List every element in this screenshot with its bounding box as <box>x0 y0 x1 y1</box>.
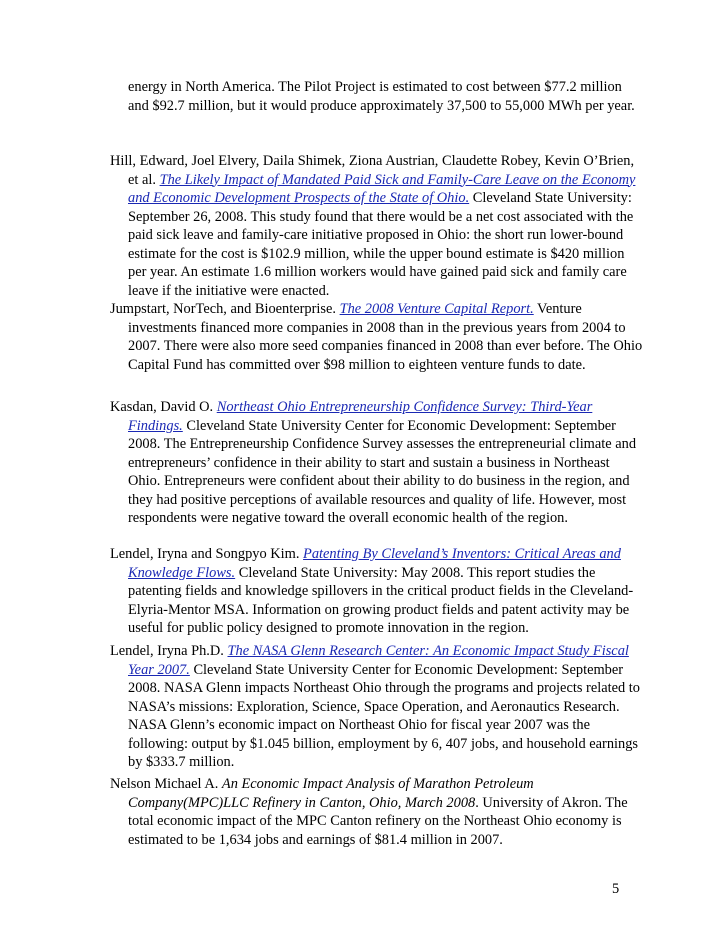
entry-title-link[interactable]: The 2008 Venture Capital Report. <box>339 301 534 317</box>
entry-authors: Lendel, Iryna and Songpyo Kim. <box>110 546 304 562</box>
bibliography-entry-nelson <box>110 775 643 849</box>
entry-annotation: Cleveland State University: May 2008. This report studies the patenting fields and knowledge spillovers in the critical product fields in the Cleveland-Elyria-Mentor MSA. Information on growing product fields and patent activity may be useful for public policy designed to promote innovation in the region. <box>128 564 634 636</box>
entry-annotation: Cleveland State University: September 26, 2008. This study found that there would be a net cost associated with the paid sick leave and family-care initiative proposed in Ohio: the short run lower-bound estimate for the cost is $102.9 million, while the upper bound estimate is $420 million per year. An estimate 1.6 million workers would have gained paid sick and family care leave if the initiative were enacted. <box>128 190 634 299</box>
bibliography-entry-continuation <box>110 78 643 115</box>
bibliography-entry-lendel-nasa <box>110 642 643 772</box>
entry-authors: Lendel, Iryna Ph.D. <box>110 643 228 659</box>
bibliography-entry-kasdan <box>110 398 643 528</box>
entry-authors: Jumpstart, NorTech, and Bioenterprise. <box>110 301 340 317</box>
entry-annotation: energy in North America. The Pilot Project is estimated to cost between $77.2 million and $92.7 million, but it would produce approximately 37,500 to 55,000 MWh per year. <box>128 79 635 114</box>
entry-authors: Kasdan, David O. <box>110 399 217 415</box>
entry-annotation: . University of Akron. The total economic impact of the MPC Canton refinery on the Northeast Ohio economy is estimated to be 1,634 jobs and earnings of $81.4 million in 2007. <box>128 794 628 848</box>
entry-annotation: Cleveland State University Center for Economic Development: September 2008. NASA Glenn impacts Northeast Ohio through the programs and projects related to NASA’s missions: Exploration, Science, Space Operation, and Aeronautics Research. NASA Glenn’s economic impact on Northeast Ohio for fiscal year 2007 was the following: output by $1.045 billion, employment by 6, 407 jobs, and household earnings by $333.7 million. <box>128 661 640 770</box>
entry-authors: Hill, Edward, Joel Elvery, Daila Shimek, Ziona Austrian, Claudette Robey, Kevin O’Brien, et al. <box>110 153 635 188</box>
page-number: 5 <box>612 881 620 897</box>
entry-authors: Nelson Michael A. <box>110 776 222 792</box>
bibliography-entry-lendel-kim <box>110 545 643 638</box>
entry-title: An Economic Impact Analysis of Marathon Petroleum Company(MPC)LLC Refinery in Canton, Ohio, March 2008 <box>128 776 534 811</box>
entry-annotation: Cleveland State University Center for Economic Development: September 2008. The Entrepreneurship Confidence Survey assesses the entrepreneurial climate and entrepreneurs’ confidence in their ability to start and sustain a business in Northeast Ohio. Entrepreneurs were confident about their ability to do business in the region, and they had positive perceptions of available resources and quality of life. However, most respondents were negative toward the overall economic health of the region. <box>128 417 637 526</box>
entry-title-link[interactable]: The NASA Glenn Research Center: An Economic Impact Study Fiscal Year 2007. <box>128 643 629 678</box>
bibliography-entry-hill <box>110 152 643 300</box>
entry-title-link[interactable]: Northeast Ohio Entrepreneurship Confidence Survey: Third-Year Findings. <box>128 399 593 434</box>
bibliography-entry-jumpstart <box>110 300 643 374</box>
entry-title-link[interactable]: The Likely Impact of Mandated Paid Sick and Family-Care Leave on the Economy and Economic Development Prospects of the State of Ohio. <box>128 171 636 206</box>
entry-annotation: Venture investments financed more companies in 2008 than in the previous years from 2004 to 2007. There were also more seed companies financed in 2008 than ever before. The Ohio Capital Fund has committed over $98 million to eighteen venture funds to date. <box>128 301 643 373</box>
entry-title-link[interactable]: Patenting By Cleveland’s Inventors: Critical Areas and Knowledge Flows. <box>128 546 621 581</box>
